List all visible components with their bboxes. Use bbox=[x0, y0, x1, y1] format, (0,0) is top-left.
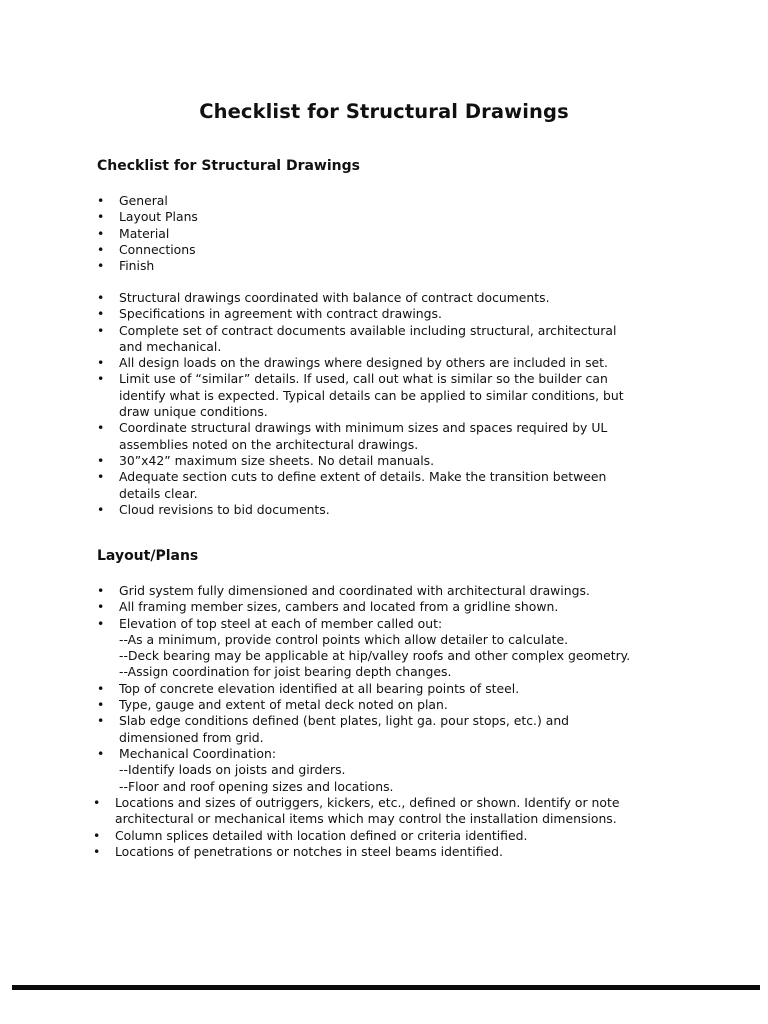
list-item: • Type, gauge and extent of metal deck noted on plan. bbox=[0, 697, 679, 713]
list-item: • Connections bbox=[0, 242, 679, 258]
general-checklist bbox=[0, 290, 679, 518]
list-item: • Locations and sizes of outriggers, kickers, etc., defined or shown. Identify or note architectural or mechanical items which may control the installation dimensions. bbox=[0, 795, 675, 828]
layout-plans-checklist-continued bbox=[0, 795, 675, 860]
layout-plans-checklist bbox=[0, 583, 679, 795]
list-item: • Grid system fully dimensioned and coordinated with architectural drawings. bbox=[0, 583, 679, 599]
list-item: • Complete set of contract documents available including structural, architectural and mechanical. bbox=[0, 323, 679, 356]
list-item: • Cloud revisions to bid documents. bbox=[0, 502, 679, 518]
list-item: • All framing member sizes, cambers and located from a gridline shown. bbox=[0, 599, 679, 615]
list-item: • Limit use of “similar” details. If used, call out what is similar so the builder can identify what is expected. Typical details can be applied to similar conditions, but draw unique conditions. bbox=[0, 371, 679, 420]
list-item: • Column splices detailed with location defined or criteria identified. bbox=[0, 828, 675, 844]
list-item: • Top of concrete elevation identified at all bearing points of steel. bbox=[0, 681, 679, 697]
list-item: • Adequate section cuts to define extent of details. Make the transition between details clear. bbox=[0, 469, 679, 502]
category-list bbox=[0, 193, 679, 274]
list-item: • Locations of penetrations or notches in steel beams identified. bbox=[0, 844, 675, 860]
list-item: • 30”x42” maximum size sheets. No detail manuals. bbox=[0, 453, 679, 469]
list-item: • General bbox=[0, 193, 679, 209]
document-title: Checklist for Structural Drawings bbox=[199, 100, 569, 123]
list-item: • Coordinate structural drawings with minimum sizes and spaces required by UL assemblies noted on the architectural drawings. bbox=[0, 420, 679, 453]
section-heading-checklist: Checklist for Structural Drawings bbox=[97, 158, 360, 174]
list-item: • Material bbox=[0, 226, 679, 242]
list-item: • Elevation of top steel at each of member called out: --As a minimum, provide control points which allow detailer to calculate. --Deck bearing may be applicable at hip/valley roofs and other complex geometry. --Assign coordination for joist bearing depth changes. bbox=[0, 616, 679, 681]
list-item: • Mechanical Coordination: --Identify loads on joists and girders. --Floor and roof opening sizes and locations. bbox=[0, 746, 679, 795]
list-item: • Slab edge conditions defined (bent plates, light ga. pour stops, etc.) and dimensioned from grid. bbox=[0, 713, 679, 746]
list-item: • Finish bbox=[0, 258, 679, 274]
list-item: • Layout Plans bbox=[0, 209, 679, 225]
section-heading-layout-plans: Layout/Plans bbox=[97, 548, 199, 564]
footer-rule bbox=[12, 985, 760, 990]
list-item: • Structural drawings coordinated with balance of contract documents. bbox=[0, 290, 679, 306]
list-item: • All design loads on the drawings where designed by others are included in set. bbox=[0, 355, 679, 371]
list-item: • Specifications in agreement with contract drawings. bbox=[0, 306, 679, 322]
